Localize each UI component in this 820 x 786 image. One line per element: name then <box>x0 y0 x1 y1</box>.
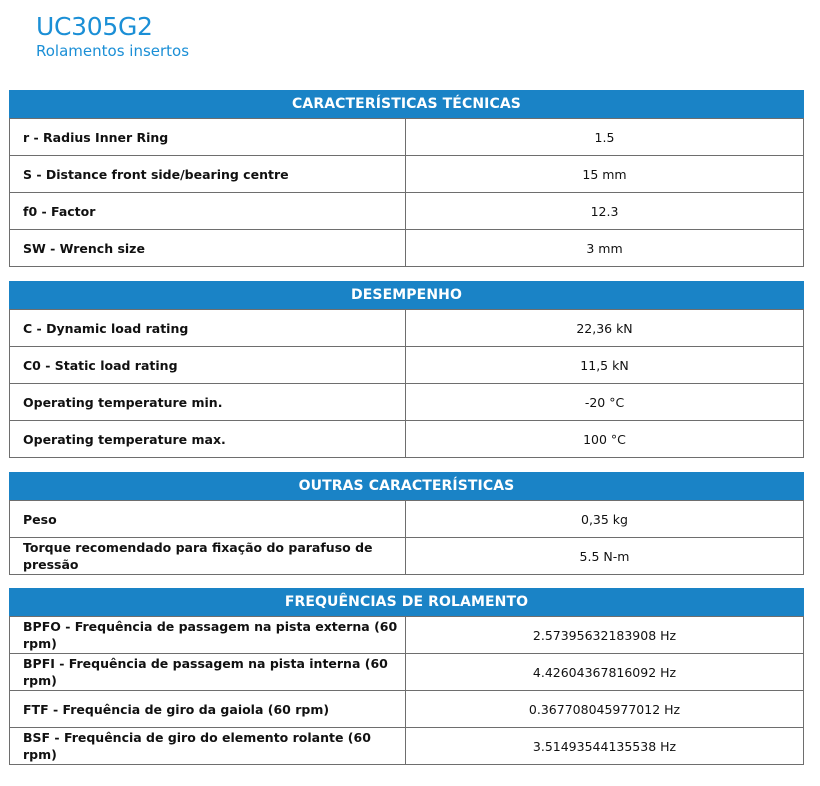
row-value: 3 mm <box>406 230 804 267</box>
row-label: C - Dynamic load rating <box>10 310 406 347</box>
section-title: DESEMPENHO <box>9 281 804 309</box>
spec-table <box>9 118 804 267</box>
row-value: 0.367708045977012 Hz <box>406 691 804 728</box>
row-value: 5.5 N-m <box>406 538 804 575</box>
spec-table <box>9 616 804 765</box>
row-value: 11,5 kN <box>406 347 804 384</box>
row-label: BSF - Frequência de giro do elemento rolante (60 rpm) <box>10 728 406 765</box>
row-value: 4.42604367816092 Hz <box>406 654 804 691</box>
row-label: SW - Wrench size <box>10 230 406 267</box>
table-row <box>10 193 804 230</box>
section-technical <box>9 90 804 267</box>
row-label: Operating temperature min. <box>10 384 406 421</box>
row-value: -20 °C <box>406 384 804 421</box>
row-label: BPFI - Frequência de passagem na pista interna (60 rpm) <box>10 654 406 691</box>
table-row <box>10 384 804 421</box>
table-row <box>10 310 804 347</box>
row-value: 2.57395632183908 Hz <box>406 617 804 654</box>
spec-table <box>9 500 804 575</box>
table-row <box>10 347 804 384</box>
table-row <box>10 501 804 538</box>
product-title: UC305G2 <box>36 12 153 41</box>
spec-table <box>9 309 804 458</box>
row-label: Operating temperature max. <box>10 421 406 458</box>
table-row <box>10 617 804 654</box>
section-title: OUTRAS CARACTERÍSTICAS <box>9 472 804 500</box>
page-header <box>36 12 189 60</box>
row-value: 12.3 <box>406 193 804 230</box>
row-label: BPFO - Frequência de passagem na pista externa (60 rpm) <box>10 617 406 654</box>
table-row <box>10 538 804 575</box>
table-row <box>10 119 804 156</box>
row-label: FTF - Frequência de giro da gaiola (60 rpm) <box>10 691 406 728</box>
table-row <box>10 230 804 267</box>
section-frequencies <box>9 588 804 765</box>
table-row <box>10 691 804 728</box>
row-label: C0 - Static load rating <box>10 347 406 384</box>
row-label: f0 - Factor <box>10 193 406 230</box>
row-value: 0,35 kg <box>406 501 804 538</box>
row-label: Peso <box>10 501 406 538</box>
table-row <box>10 654 804 691</box>
row-value: 100 °C <box>406 421 804 458</box>
row-value: 15 mm <box>406 156 804 193</box>
section-performance <box>9 281 804 458</box>
row-label: r - Radius Inner Ring <box>10 119 406 156</box>
table-row <box>10 156 804 193</box>
section-title: CARACTERÍSTICAS TÉCNICAS <box>9 90 804 118</box>
row-label: Torque recomendado para fixação do parafuso de pressão <box>10 538 406 575</box>
row-value: 22,36 kN <box>406 310 804 347</box>
product-subtitle: Rolamentos insertos <box>36 42 190 60</box>
section-other <box>9 472 804 575</box>
section-title: FREQUÊNCIAS DE ROLAMENTO <box>9 588 804 616</box>
row-value: 1.5 <box>406 119 804 156</box>
table-row <box>10 728 804 765</box>
table-row <box>10 421 804 458</box>
row-label: S - Distance front side/bearing centre <box>10 156 406 193</box>
row-value: 3.51493544135538 Hz <box>406 728 804 765</box>
